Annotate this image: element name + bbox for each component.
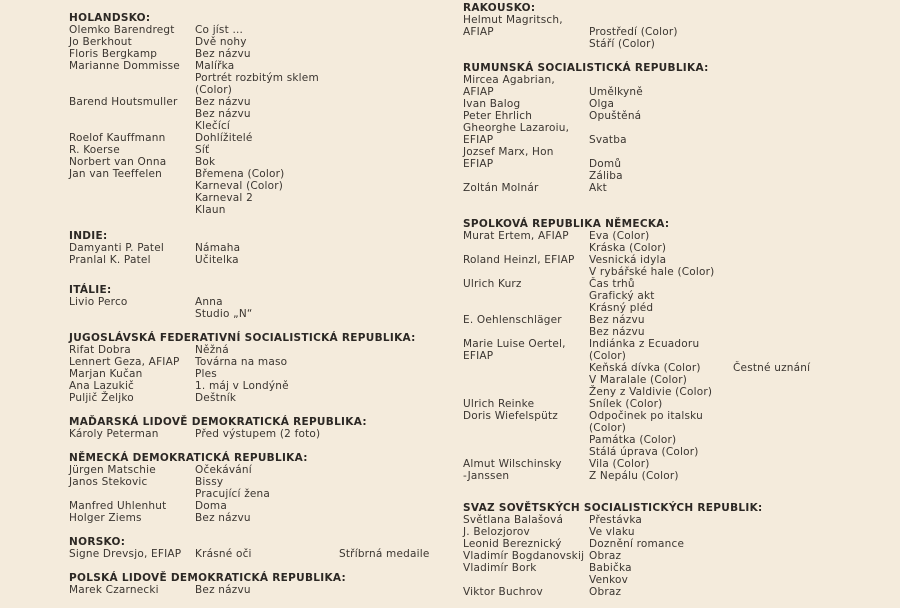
- photo-title: Umělkyně: [589, 86, 643, 98]
- entry-row: [463, 362, 863, 374]
- author-name: Vladimír Bork: [463, 562, 537, 574]
- author-name: Ulrich Reinke: [463, 398, 535, 410]
- photo-title: Bez názvu: [195, 512, 251, 524]
- photo-title: Klečící: [195, 120, 231, 132]
- photo-title: Dvě nohy: [195, 36, 247, 48]
- award: Čestné uznání: [733, 362, 811, 374]
- photo-title: Očekávání: [195, 464, 252, 476]
- photo-title: Malířka: [195, 60, 235, 72]
- author-name: Viktor Buchrov: [463, 586, 543, 598]
- photo-title: Vila (Color): [589, 458, 650, 470]
- photo-title: Břemena (Color): [195, 168, 285, 180]
- country-heading: ITÁLIE:: [69, 284, 112, 296]
- photo-title: V rybářské hale (Color): [589, 266, 715, 278]
- author-name: Damyanti P. Patel: [69, 242, 164, 254]
- entry-row: [463, 586, 863, 598]
- country-heading: MAĎARSKÁ LIDOVĚ DEMOKRATICKÁ REPUBLIKA:: [69, 416, 367, 428]
- entry-row: [69, 48, 449, 60]
- entry-row: [69, 464, 449, 476]
- entry-row: [463, 338, 863, 350]
- entry-row: [463, 26, 863, 38]
- photo-title: Indiánka z Ecuadoru: [589, 338, 700, 350]
- photo-title: Ples: [195, 368, 217, 380]
- author-name: Murat Ertem, AFIAP: [463, 230, 569, 242]
- photo-title: Eva (Color): [589, 230, 650, 242]
- entry-row: [463, 574, 863, 586]
- photo-title: Z Nepálu (Color): [589, 470, 679, 482]
- photo-title: Továrna na maso: [195, 356, 288, 368]
- author-name: Pranlal K. Patel: [69, 254, 151, 266]
- author-name: Světlana Balašová: [463, 514, 564, 526]
- entry-row: [463, 230, 863, 242]
- author-name: Zoltán Molnár: [463, 182, 539, 194]
- entry-row: [69, 296, 449, 308]
- author-name: Livio Perco: [69, 296, 128, 308]
- country-section: [69, 12, 449, 216]
- entry-row: [463, 242, 863, 254]
- entry-row: [69, 308, 449, 320]
- author-name: AFIAP: [463, 26, 494, 38]
- entry-row: [463, 514, 863, 526]
- author-name: Marie Luise Oertel,: [463, 338, 566, 350]
- entry-row: [69, 380, 449, 392]
- author-name: Manfred Uhlenhut: [69, 500, 167, 512]
- author-name: EFIAP: [463, 158, 494, 170]
- entry-row: [463, 38, 863, 50]
- entry-row: [69, 168, 449, 180]
- photo-title: Krásný pléd: [589, 302, 654, 314]
- author-name: Mircea Agabrian,: [463, 74, 555, 86]
- photo-title: Akt: [589, 182, 607, 194]
- photo-title: Babička: [589, 562, 632, 574]
- entry-row: [463, 374, 863, 386]
- photo-title: Karneval (Color): [195, 180, 284, 192]
- photo-title: Kráska (Color): [589, 242, 667, 254]
- photo-title: Bez názvu: [589, 314, 645, 326]
- photo-title: 1. máj v Londýně: [195, 380, 289, 392]
- country-heading: HOLANDSKO:: [69, 12, 151, 24]
- entry-row: [463, 86, 863, 98]
- country-section: [69, 572, 449, 608]
- author-name: R. Koerse: [69, 144, 120, 156]
- country-heading: JUGOSLÁVSKÁ FEDERATIVNÍ SOCIALISTICKÁ REPUBLIKA:: [69, 332, 416, 344]
- author-name: Peter Ehrlich: [463, 110, 533, 122]
- entry-row: [69, 548, 449, 560]
- entry-row: [463, 266, 863, 278]
- author-name: Jozsef Marx, Hon: [463, 146, 554, 158]
- award: Stříbrná medaile: [339, 548, 430, 560]
- photo-title: Co jíst ...: [195, 24, 244, 36]
- entry-row: [463, 74, 863, 86]
- entry-row: [463, 422, 863, 434]
- author-name: AFIAP: [463, 86, 494, 98]
- country-section: [69, 284, 449, 320]
- author-name: Almut Wilschinsky: [463, 458, 562, 470]
- entry-row: [463, 350, 863, 362]
- photo-title: Přestávka: [589, 514, 643, 526]
- photo-title: Dohlížitelé: [195, 132, 253, 144]
- entry-row: [69, 204, 449, 216]
- entry-row: [463, 254, 863, 266]
- photo-title: Prostředí (Color): [589, 26, 678, 38]
- country-section: [463, 2, 863, 50]
- entry-row: [463, 14, 863, 26]
- author-name: Marjan Kučan: [69, 368, 143, 380]
- author-name: Holger Ziems: [69, 512, 142, 524]
- entry-row: [69, 36, 449, 48]
- author-name: Doris Wiefelspütz: [463, 410, 558, 422]
- country-section: [69, 452, 449, 524]
- country-section: [463, 218, 863, 482]
- author-name: Ulrich Kurz: [463, 278, 522, 290]
- entry-row: [463, 326, 863, 338]
- entry-row: [463, 470, 863, 482]
- entry-row: [463, 302, 863, 314]
- entry-row: [69, 596, 449, 608]
- photo-title: Obraz: [589, 550, 622, 562]
- photo-title: Síť: [195, 144, 210, 156]
- entry-row: [69, 242, 449, 254]
- photo-title: Učitelka: [195, 254, 239, 266]
- photo-title: Svatba: [589, 134, 627, 146]
- entry-row: [463, 290, 863, 302]
- photo-title: Bez názvu: [195, 108, 251, 120]
- photo-title: Ve vlaku: [589, 526, 635, 538]
- photo-title: Bez názvu: [195, 96, 251, 108]
- photo-title: Doznění romance: [589, 538, 685, 550]
- entry-row: [69, 428, 449, 440]
- entry-row: [463, 110, 863, 122]
- photo-title: Vesnická idyla: [589, 254, 667, 266]
- photo-title: Snílek (Color): [589, 398, 663, 410]
- entry-row: [463, 538, 863, 550]
- entry-row: [69, 24, 449, 36]
- author-name: Puljič Željko: [69, 392, 134, 404]
- author-name: EFIAP: [463, 350, 494, 362]
- entry-row: [463, 146, 863, 158]
- author-name: Norbert van Onna: [69, 156, 167, 168]
- entry-row: [69, 488, 449, 500]
- entry-row: [69, 156, 449, 168]
- entry-row: [69, 368, 449, 380]
- country-heading: POLSKÁ LIDOVĚ DEMOKRATICKÁ REPUBLIKA:: [69, 572, 347, 584]
- photo-title: Ženy z Valdivie (Color): [589, 386, 713, 398]
- entry-row: [463, 158, 863, 170]
- photo-title: Olga: [589, 98, 615, 110]
- author-name: Leonid Bereznický: [463, 538, 562, 550]
- author-name: -Janssen: [463, 470, 510, 482]
- entry-row: [69, 476, 449, 488]
- author-name: Floris Bergkamp: [69, 48, 158, 60]
- entry-row: [69, 144, 449, 156]
- country-section: [69, 230, 449, 266]
- author-name: Barend Houtsmuller: [69, 96, 178, 108]
- entry-row: [69, 392, 449, 404]
- photo-title: Portrét rozbitým sklem: [195, 72, 319, 84]
- photo-title: Námaha: [195, 242, 241, 254]
- photo-title: Bok: [195, 156, 216, 168]
- country-section: [69, 332, 449, 404]
- entry-row: [69, 120, 449, 132]
- photo-title: Domů: [589, 158, 622, 170]
- entry-row: [69, 356, 449, 368]
- entry-row: [463, 410, 863, 422]
- entry-row: [463, 98, 863, 110]
- photo-title: Stáří (Color): [589, 38, 655, 50]
- entry-row: [69, 108, 449, 120]
- author-name: Marek Czarnecki: [69, 584, 159, 596]
- photo-title: Záliba: [589, 170, 623, 182]
- author-name: Helmut Magritsch,: [463, 14, 563, 26]
- entry-row: [463, 562, 863, 574]
- entry-row: [463, 314, 863, 326]
- author-name: Rifat Dobra: [69, 344, 131, 356]
- author-name: Marianne Dommisse: [69, 60, 180, 72]
- author-name: Jan van Teeffelen: [69, 168, 162, 180]
- country-section: [69, 536, 449, 560]
- author-name: Gheorghe Lazaroiu,: [463, 122, 570, 134]
- photo-title: Odpočinek po italsku: [589, 410, 703, 422]
- photo-title: Krásné oči: [195, 548, 252, 560]
- photo-title: Před výstupem (2 foto): [195, 428, 321, 440]
- country-heading: SVAZ SOVĚTSKÝCH SOCIALISTICKÝCH REPUBLIK:: [463, 502, 763, 514]
- entry-row: [463, 170, 863, 182]
- photo-title: (Color): [589, 422, 627, 434]
- photo-title: Anna: [195, 296, 223, 308]
- entry-row: [463, 434, 863, 446]
- country-heading: NĚMECKÁ DEMOKRATICKÁ REPUBLIKA:: [69, 452, 308, 464]
- author-name: Vladimír Bogdanovskij: [463, 550, 585, 562]
- photo-title: Klaun: [195, 204, 226, 216]
- author-name: Ivan Balog: [463, 98, 521, 110]
- entry-row: [463, 398, 863, 410]
- author-name: J. Belozjorov: [463, 526, 530, 538]
- photo-title: Bez názvu: [195, 584, 251, 596]
- country-section: [69, 416, 449, 440]
- photo-title: Něžná: [195, 344, 229, 356]
- entry-row: [69, 192, 449, 204]
- entry-row: [463, 526, 863, 538]
- photo-title: Památka (Color): [589, 434, 677, 446]
- author-name: Olemko Barendregt: [69, 24, 175, 36]
- photo-title: Stálá úprava (Color): [589, 446, 699, 458]
- entry-row: [463, 278, 863, 290]
- photo-title: Venkov: [589, 574, 629, 586]
- entry-row: [463, 446, 863, 458]
- entry-row: [463, 122, 863, 134]
- entry-row: [69, 500, 449, 512]
- entry-row: [69, 60, 449, 72]
- photo-title: Karneval 2: [195, 192, 253, 204]
- country-section: [463, 62, 863, 194]
- author-name: EFIAP: [463, 134, 494, 146]
- photo-title: Bissy: [195, 476, 224, 488]
- country-section: [463, 502, 863, 598]
- author-name: Lennert Geza, AFIAP: [69, 356, 180, 368]
- photo-title: (Color): [195, 84, 233, 96]
- entry-row: [463, 134, 863, 146]
- entry-row: [69, 344, 449, 356]
- entry-row: [463, 458, 863, 470]
- country-heading: RUMUNSKÁ SOCIALISTICKÁ REPUBLIKA:: [463, 62, 709, 74]
- author-name: Jürgen Matschie: [69, 464, 156, 476]
- photo-title: Bez názvu: [589, 326, 645, 338]
- photo-title: Obraz: [589, 586, 622, 598]
- photo-title: Grafický akt: [589, 290, 655, 302]
- entry-row: [69, 254, 449, 266]
- photo-title: Čas trhů: [589, 278, 635, 290]
- country-heading: NORSKO:: [69, 536, 126, 548]
- photo-title: Opuštěná: [589, 110, 642, 122]
- country-heading: INDIE:: [69, 230, 108, 242]
- photo-title: (Color): [589, 350, 627, 362]
- photo-title: Keňská dívka (Color): [589, 362, 701, 374]
- entry-row: [463, 386, 863, 398]
- author-name: Janos Stekovic: [69, 476, 148, 488]
- author-name: Jo Berkhout: [69, 36, 132, 48]
- entry-row: [69, 584, 449, 596]
- entry-row: [463, 550, 863, 562]
- photo-title: V Maralale (Color): [589, 374, 688, 386]
- author-name: Signe Drevsjo, EFIAP: [69, 548, 182, 560]
- author-name: Ana Lazukič: [69, 380, 135, 392]
- author-name: Károly Peterman: [69, 428, 159, 440]
- author-name: Roland Heinzl, EFIAP: [463, 254, 575, 266]
- entry-row: [69, 512, 449, 524]
- entry-row: [463, 182, 863, 194]
- entry-row: [69, 72, 449, 84]
- country-heading: SPOLKOVÁ REPUBLIKA NĚMECKA:: [463, 218, 670, 230]
- author-name: E. Oehlenschläger: [463, 314, 562, 326]
- photo-title: Pracující žena: [195, 488, 271, 500]
- photo-title: Bez názvu: [195, 48, 251, 60]
- author-name: Roelof Kauffmann: [69, 132, 166, 144]
- photo-title: Doma: [195, 500, 227, 512]
- entry-row: [69, 132, 449, 144]
- photo-title: Studio „N“: [195, 308, 253, 320]
- entry-row: [69, 96, 449, 108]
- entry-row: [69, 84, 449, 96]
- entry-row: [69, 180, 449, 192]
- photo-title: Deštník: [195, 392, 237, 404]
- country-heading: RAKOUSKO:: [463, 2, 536, 14]
